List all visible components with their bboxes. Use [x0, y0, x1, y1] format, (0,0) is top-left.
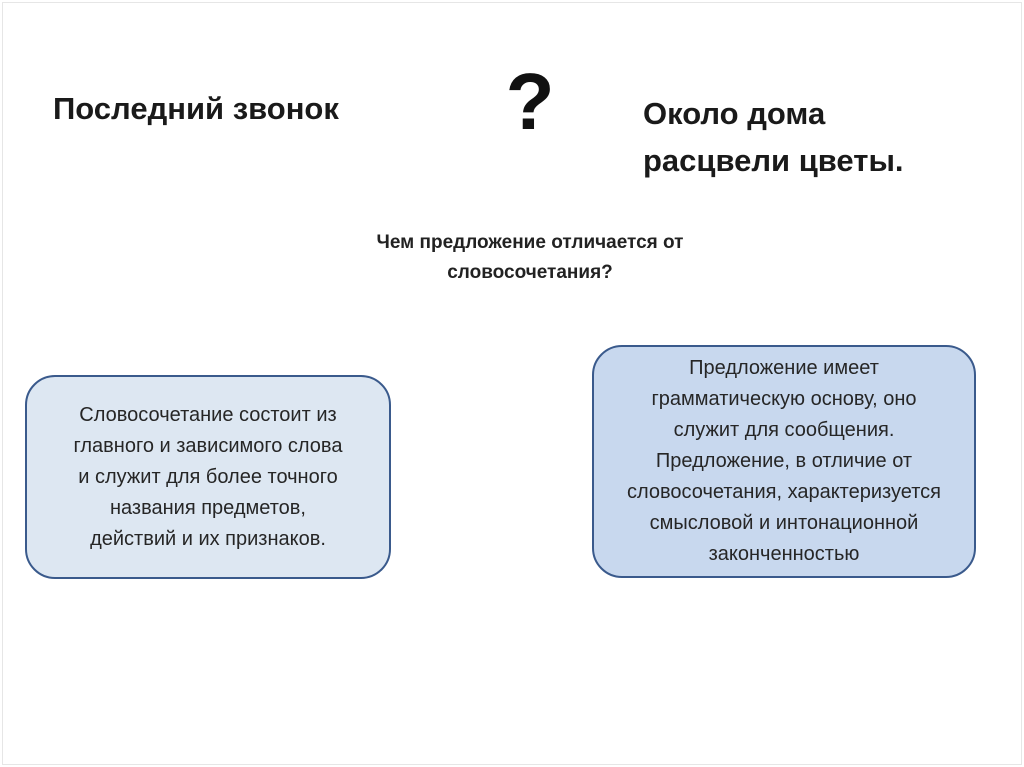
sentence-definition-text: Предложение имеет грамматическую основу, оно служит для сообщения. Предложение, в отличие от словосочетания, характеризуется смысловой и интонационной законченностью	[627, 357, 941, 565]
sentence-definition-box	[592, 345, 976, 578]
phrase-right	[643, 90, 983, 184]
question-heading	[300, 228, 760, 288]
question-text: Чем предложение отличается от словосочетания?	[376, 232, 684, 283]
phrase-left: Последний звонок	[53, 91, 339, 126]
phrase-right-text: Около дома расцвели цветы.	[643, 96, 904, 178]
phrase-definition-box	[25, 375, 391, 579]
question-mark-icon: ?	[505, 57, 555, 146]
phrase-definition-text: Словосочетание состоит из главного и зависимого слова и служит для более точного названия предметов, действий и их признаков.	[73, 403, 343, 550]
